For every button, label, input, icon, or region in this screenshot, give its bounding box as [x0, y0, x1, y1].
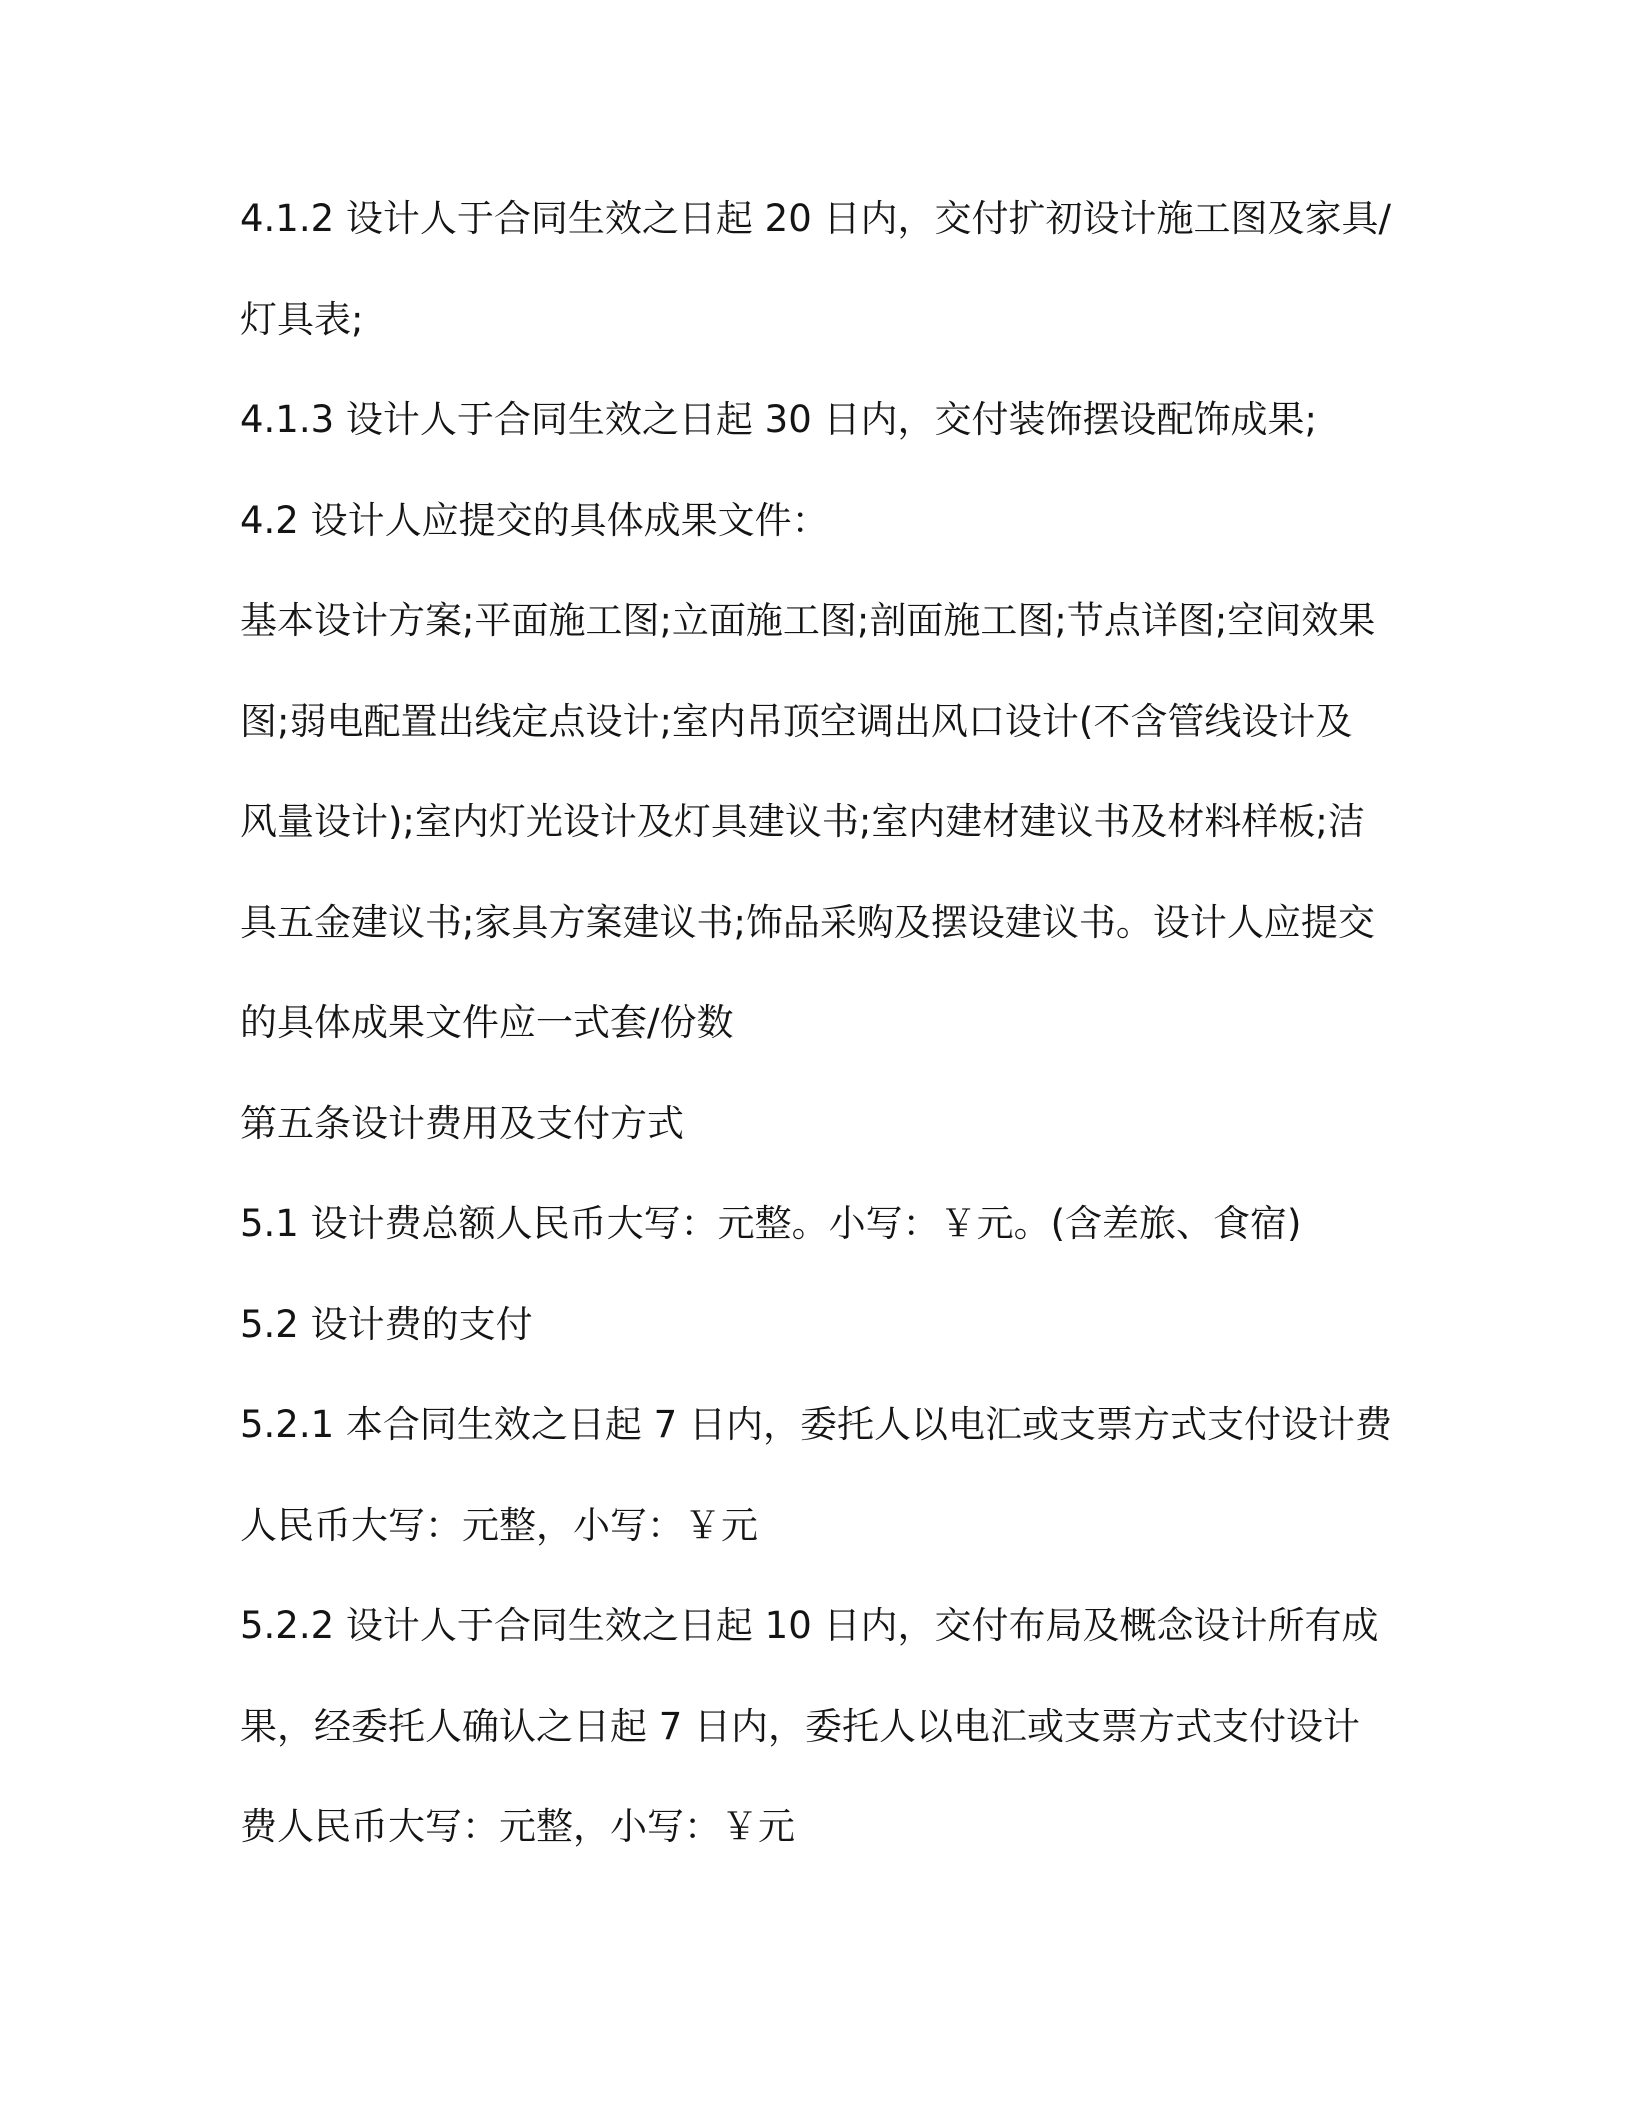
text-line: 4.1.2 设计人于合同生效之日起 20 日内，交付扩初设计施工图及家具/: [240, 197, 1391, 240]
text-line: 基本设计方案;平面施工图;立面施工图;剖面施工图;节点详图;空间效果: [240, 599, 1376, 642]
text-line: 4.1.3 设计人于合同生效之日起 30 日内，交付装饰摆设配饰成果;: [240, 398, 1317, 441]
document-body: [240, 188, 1390, 1897]
section-heading: 第五条设计费用及支付方式: [240, 1101, 684, 1145]
text-line: 的具体成果文件应一式套/份数: [240, 1001, 734, 1044]
text-line: 图;弱电配置出线定点设计;室内吊顶空调出风口设计(不含管线设计及: [240, 699, 1353, 743]
text-line: 费人民币大写：元整，小写：￥元: [240, 1805, 795, 1848]
text-line: 5.1 设计费总额人民币大写：元整。小写：￥元。(含差旅、食宿): [240, 1202, 1302, 1245]
text-line: 5.2.1 本合同生效之日起 7 日内，委托人以电汇或支票方式支付设计费: [240, 1403, 1392, 1446]
text-line: 具五金建议书;家具方案建议书;饰品采购及摆设建议书。设计人应提交: [240, 900, 1375, 944]
text-line: 4.2 设计人应提交的具体成果文件：: [240, 498, 829, 542]
text-line: 人民币大写：元整，小写：￥元: [240, 1503, 758, 1547]
subsection-heading: 5.2 设计费的支付: [240, 1302, 533, 1346]
text-line: 灯具表;: [240, 297, 364, 341]
text-line: 风量设计);室内灯光设计及灯具建议书;室内建材建议书及材料样板;洁: [240, 800, 1365, 843]
text-line: 果，经委托人确认之日起 7 日内，委托人以电汇或支票方式支付设计: [240, 1704, 1361, 1748]
text-line: 5.2.2 设计人于合同生效之日起 10 日内，交付布局及概念设计所有成: [240, 1604, 1379, 1647]
